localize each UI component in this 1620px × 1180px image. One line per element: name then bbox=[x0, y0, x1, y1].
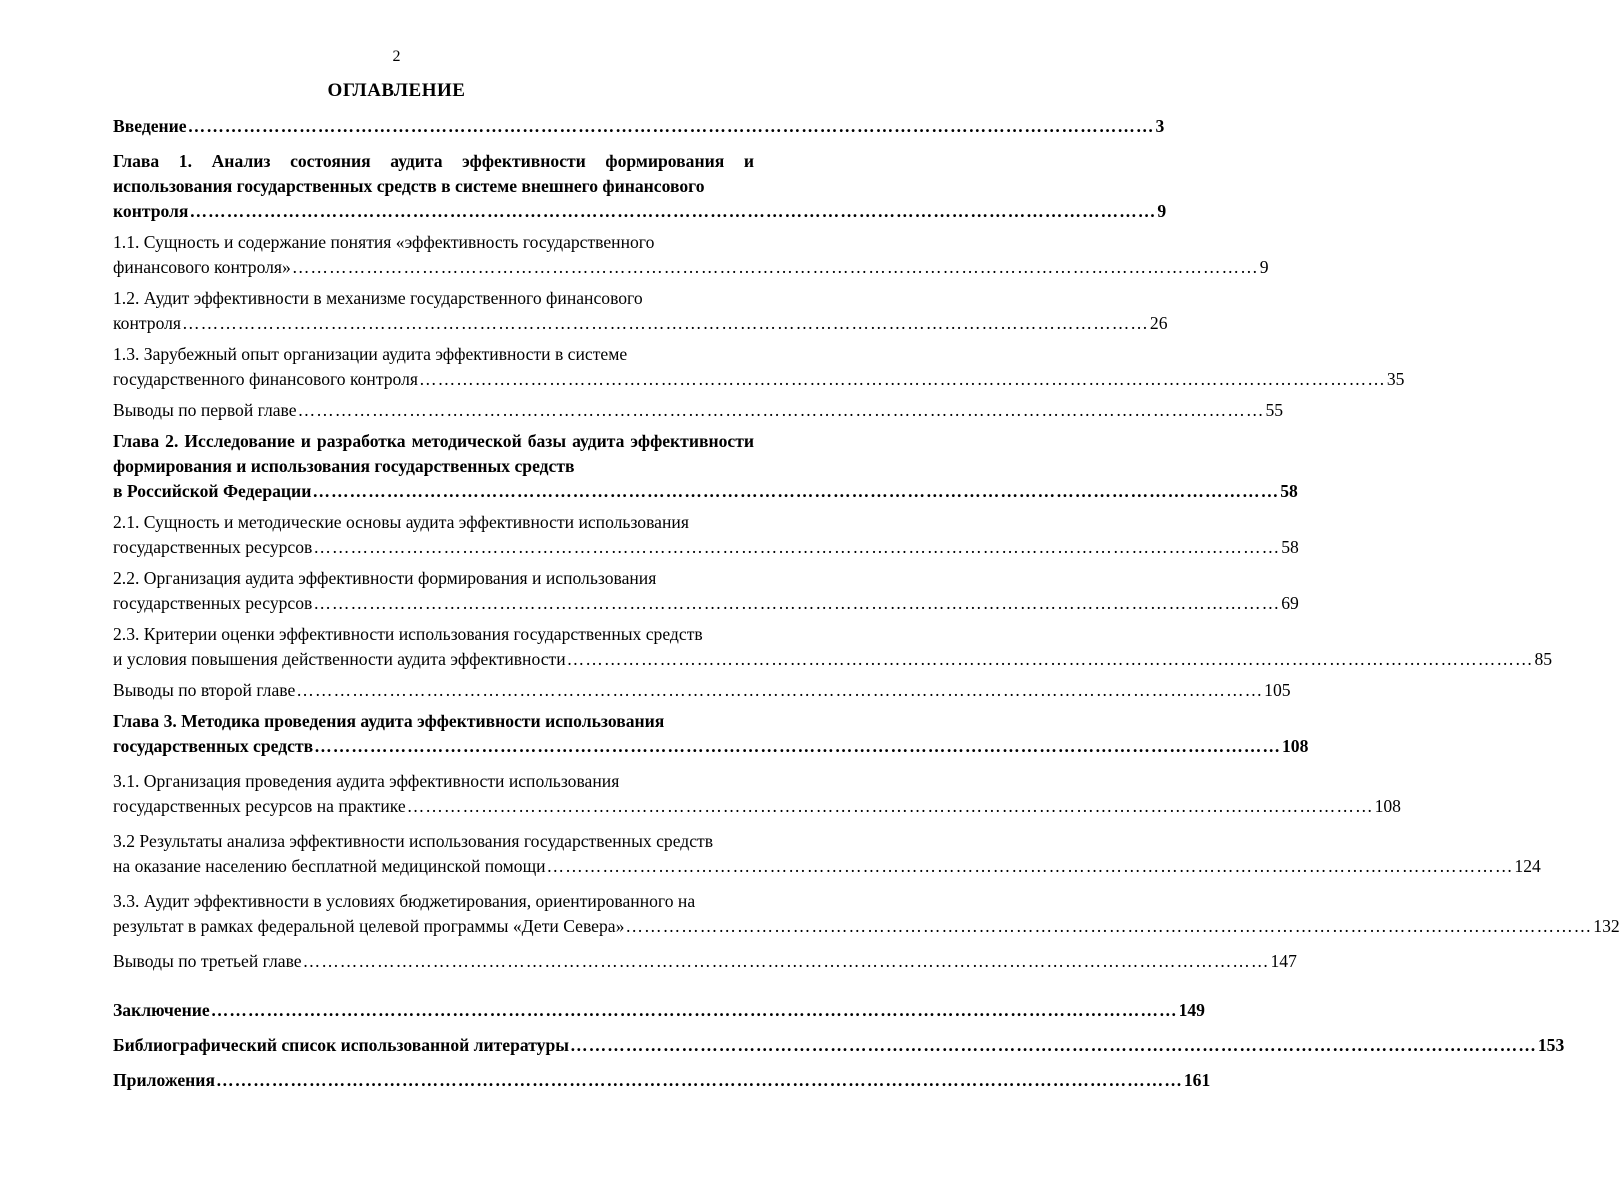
page-ref: 69 bbox=[1281, 593, 1299, 613]
page-ref: 26 bbox=[1149, 313, 1168, 333]
toc-entry-conclusions-3[interactable]: Выводы по третьей главе ………………………………………………………………………………………………………………………………………… 147 bbox=[113, 949, 754, 974]
toc-entry-bibliography[interactable]: Библиографический список использованной литературы ………………………………………………………………………………………………………………………………………… 153 bbox=[113, 1033, 754, 1058]
page-ref: 9 bbox=[1157, 201, 1167, 221]
page-ref: 9 bbox=[1259, 257, 1269, 277]
toc-entry-section-1-2[interactable]: 1.2. Аудит эффективности в механизме государственного финансового контроля ………………………………………………………………………………………………………………………………………… 26 bbox=[113, 286, 754, 336]
table-of-contents bbox=[113, 114, 1620, 1099]
toc-entry-section-2-3[interactable]: 2.3. Критерии оценки эффективности использования государственных средств и условия повышения действенности аудита эффективности ………………………………………………………………………………………………………………………………………… 85 bbox=[113, 622, 754, 672]
toc-entry-section-3-2[interactable]: 3.2 Результаты анализа эффективности использования государственных средств на оказание населению бесплатной медицинской помощи ………………………………………………………………………………………………………………………………………… 124 bbox=[113, 829, 754, 879]
toc-entry-chapter-1[interactable]: Глава 1. Анализ состояния аудита эффективности формирования и использования государственных средств в системе внешнего финансового контроля ………………………………………………………………………………………………………………………………………… 9 bbox=[113, 149, 754, 224]
page-ref: 105 bbox=[1264, 680, 1291, 700]
toc-entry-section-2-2[interactable]: 2.2. Организация аудита эффективности формирования и использования государственных ресурсов ………………………………………………………………………………………………………………………………………… 69 bbox=[113, 566, 754, 616]
page-number: 2 bbox=[392, 48, 401, 65]
toc-entry-section-3-1[interactable]: 3.1. Организация проведения аудита эффективности использования государственных ресурсов на практике ………………………………………………………………………………………………………………………………………… 108 bbox=[113, 769, 754, 819]
toc-entry-chapter-2[interactable]: Глава 2. Исследование и разработка методической базы аудита эффективности формирования и использования государственных средств в Российской Федерации ………………………………………………………………………………………………………………………………………… 58 bbox=[113, 429, 754, 504]
page-ref: 149 bbox=[1178, 1000, 1205, 1020]
page-ref: 153 bbox=[1537, 1035, 1565, 1055]
page-ref: 58 bbox=[1280, 481, 1298, 501]
page-ref: 108 bbox=[1281, 736, 1309, 756]
toc-entry-section-1-1[interactable]: 1.1. Сущность и содержание понятия «эффективность государственного финансового контроля» ………………………………………………………………………………………………………………………………………… 9 bbox=[113, 230, 754, 280]
toc-entry-introduction[interactable]: Введение ………………………………………………………………………………………………………………………………………… 3 bbox=[113, 114, 754, 139]
toc-entry-appendices[interactable]: Приложения ………………………………………………………………………………………………………………………………………… 161 bbox=[113, 1068, 754, 1093]
page-ref: 3 bbox=[1155, 116, 1165, 136]
toc-entry-conclusions-2[interactable]: Выводы по второй главе ………………………………………………………………………………………………………………………………………… 105 bbox=[113, 678, 754, 703]
page-ref: 85 bbox=[1534, 649, 1553, 669]
page-title: ОГЛАВЛЕНИЕ bbox=[327, 80, 466, 101]
toc-entry-section-2-1[interactable]: 2.1. Сущность и методические основы аудита эффективности использования государственных ресурсов ………………………………………………………………………………………………………………………………………… 58 bbox=[113, 510, 754, 560]
page-ref: 108 bbox=[1374, 796, 1401, 816]
page-ref: 55 bbox=[1265, 400, 1284, 420]
toc-entry-conclusions-1[interactable]: Выводы по первой главе ………………………………………………………………………………………………………………………………………… 55 bbox=[113, 398, 754, 423]
toc-entry-chapter-3[interactable]: Глава 3. Методика проведения аудита эффективности использования государственных средств ………………………………………………………………………………………………………………………………………… 108 bbox=[113, 709, 754, 759]
page-ref: 161 bbox=[1183, 1070, 1211, 1090]
page-ref: 147 bbox=[1270, 951, 1297, 971]
toc-entry-conclusion[interactable]: Заключение ………………………………………………………………………………………………………………………………………… 149 bbox=[113, 998, 754, 1023]
toc-entry-section-1-3[interactable]: 1.3. Зарубежный опыт организации аудита эффективности в системе государственного финансового контроля ………………………………………………………………………………………………………………………………………… 35 bbox=[113, 342, 754, 392]
page-ref: 35 bbox=[1386, 369, 1405, 389]
toc-entry-section-3-3[interactable]: 3.3. Аудит эффективности в условиях бюджетирования, ориентированного на результат в рамках федеральной целевой программы «Дети Севера» ………………………………………………………………………………………………………………………………………… 132 bbox=[113, 889, 754, 939]
page-ref: 124 bbox=[1514, 856, 1541, 876]
page-ref: 132 bbox=[1593, 916, 1620, 936]
page-ref: 58 bbox=[1281, 537, 1299, 557]
